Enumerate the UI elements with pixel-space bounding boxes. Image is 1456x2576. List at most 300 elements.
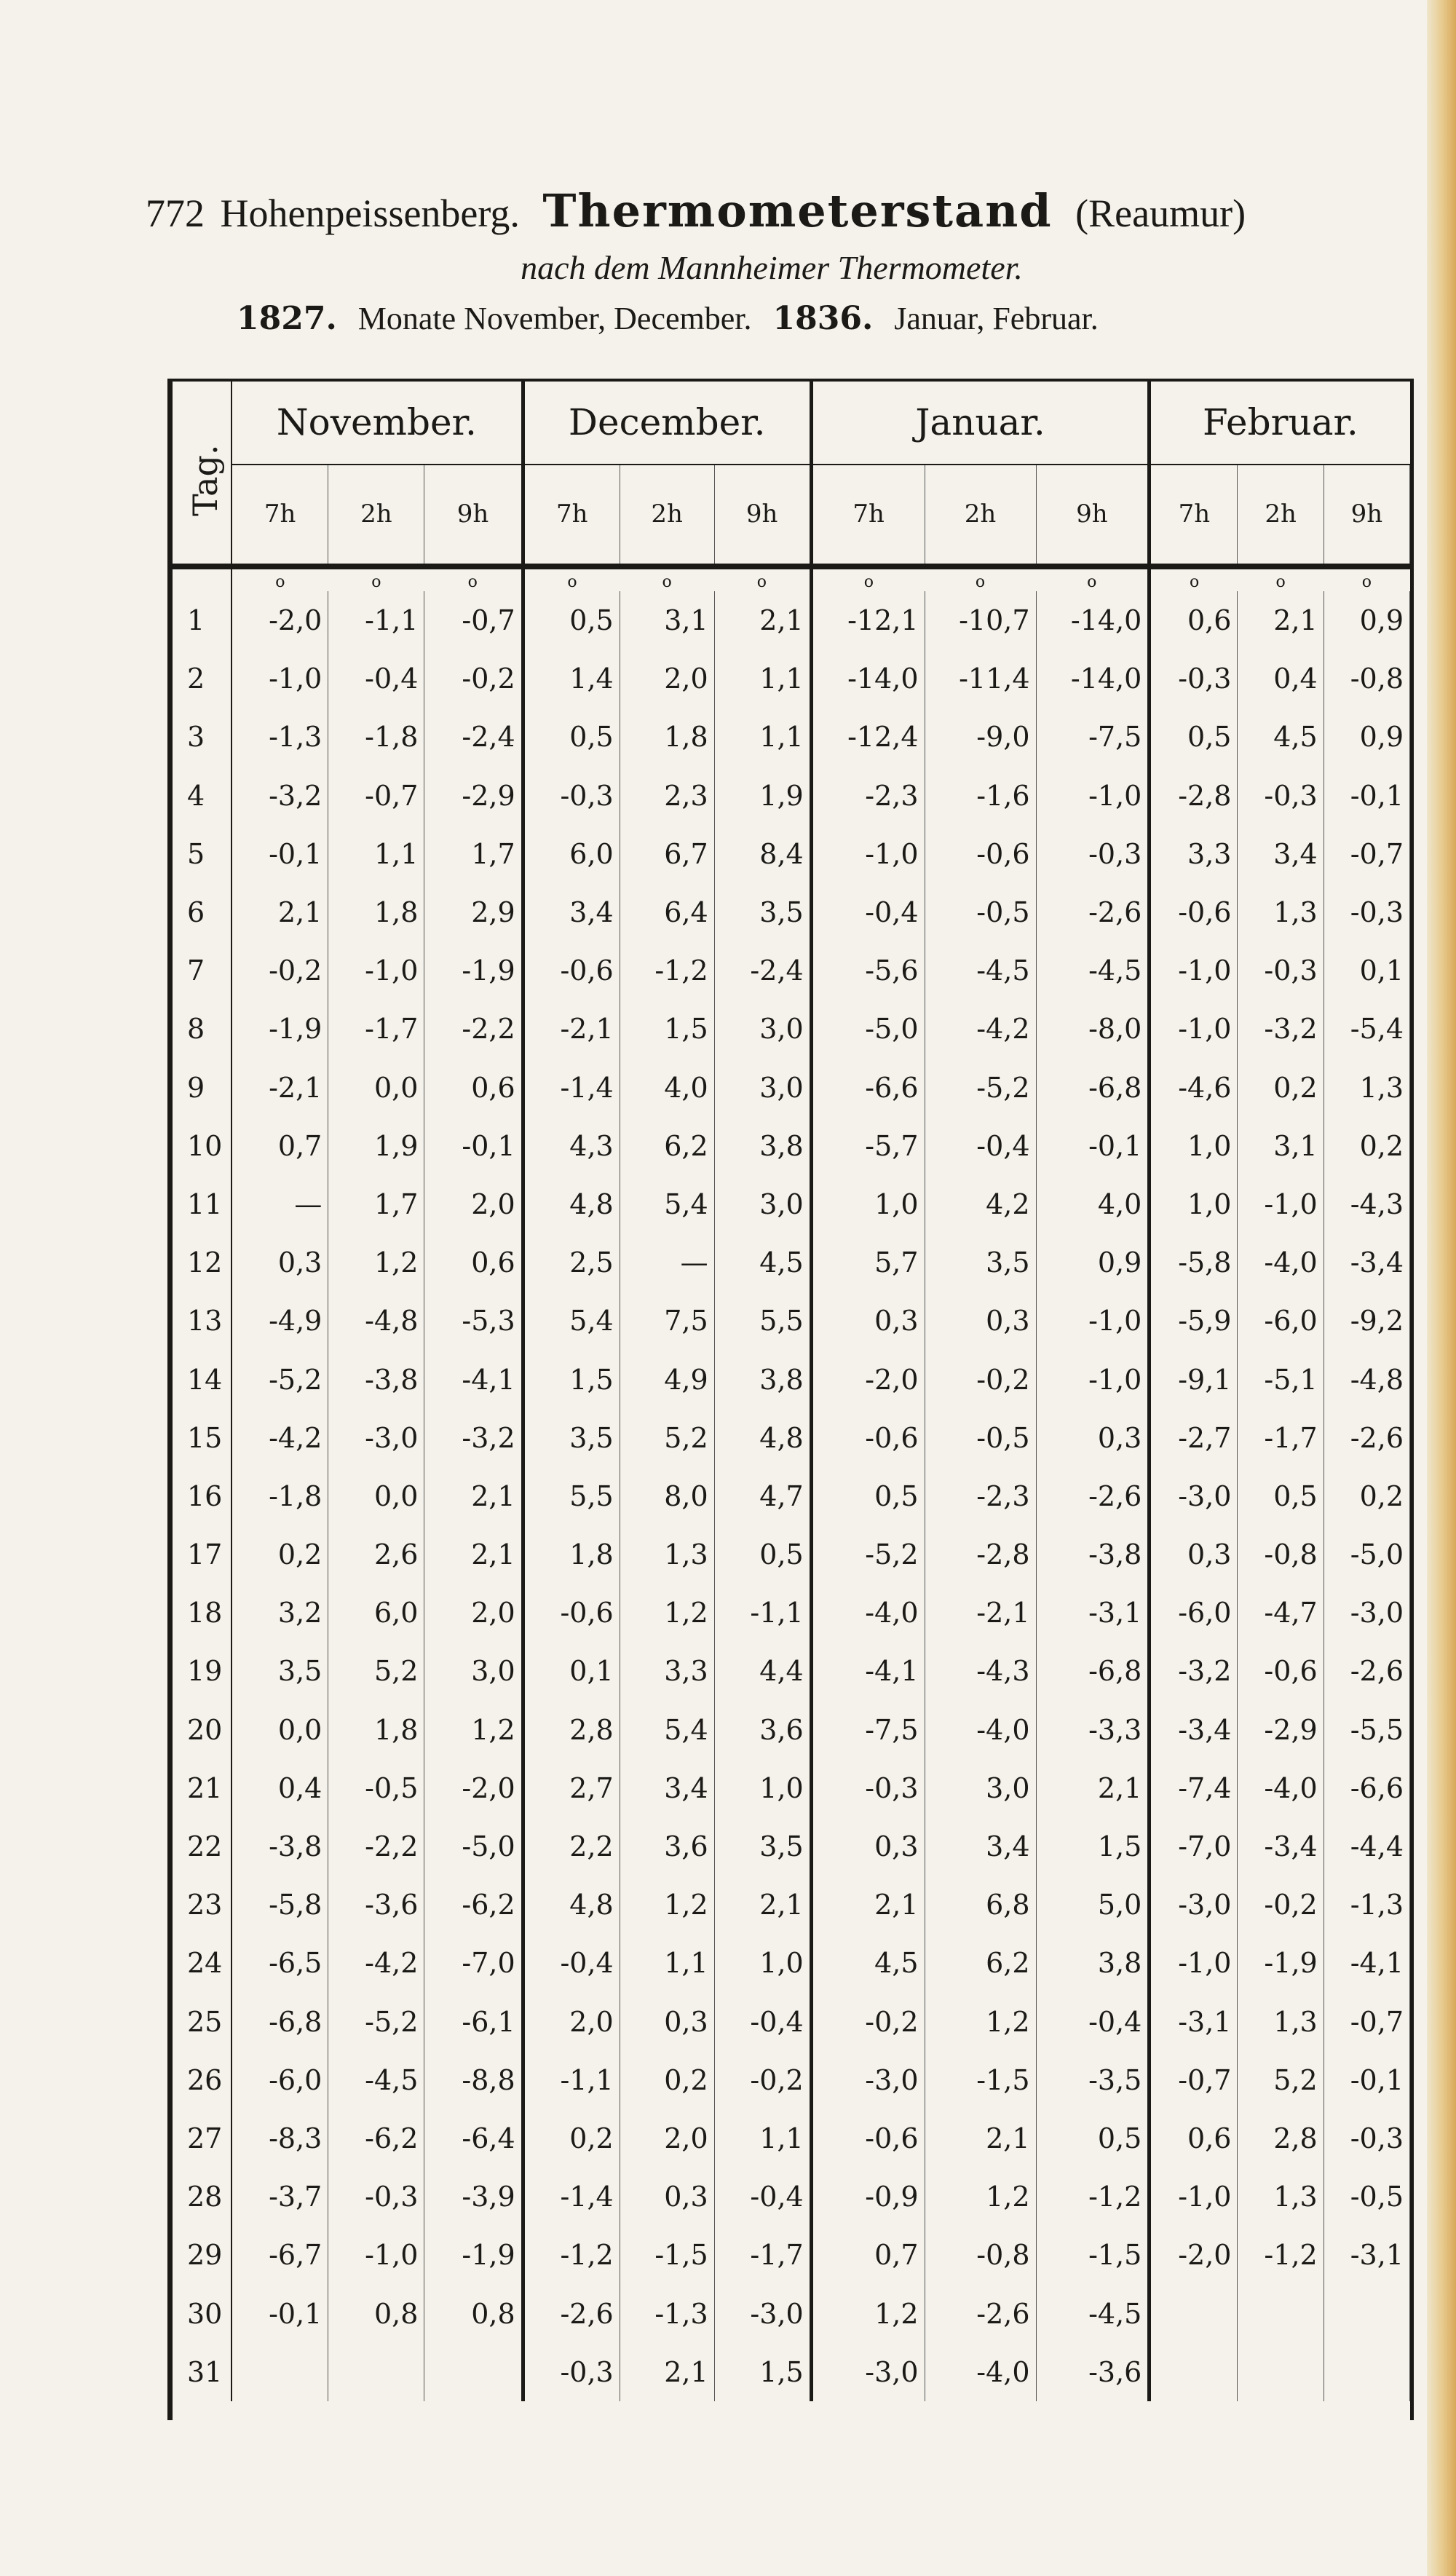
temperature-cell: — xyxy=(232,1175,328,1233)
temperature-cell: -4,0 xyxy=(1238,1759,1324,1817)
temperature-cell: -0,2 xyxy=(232,941,328,1000)
temperature-cell: -4,5 xyxy=(1036,941,1150,1000)
day-number-cell: 4 xyxy=(173,767,232,825)
temperature-cell xyxy=(1324,2343,1409,2401)
temperature-cell: 1,0 xyxy=(1150,1117,1238,1175)
temperature-cell: -5,8 xyxy=(232,1876,328,1934)
temperature-cell: 0,2 xyxy=(1324,1467,1409,1525)
page-number: 772 xyxy=(146,191,205,235)
temperature-cell: 0,0 xyxy=(328,1467,424,1525)
temperature-cell: -1,6 xyxy=(925,767,1036,825)
temperature-cell: -1,4 xyxy=(523,2168,620,2226)
temperature-cell: -3,1 xyxy=(1036,1584,1150,1642)
temperature-cell: -3,1 xyxy=(1324,2226,1409,2284)
temperature-cell: -0,9 xyxy=(811,2168,925,2226)
degree-mark: o xyxy=(1036,566,1150,591)
day-number-cell: 18 xyxy=(173,1584,232,1642)
temperature-cell: -2,4 xyxy=(424,708,523,766)
temperature-cell: -4,7 xyxy=(1238,1584,1324,1642)
temperature-cell: 0,3 xyxy=(811,1292,925,1350)
temperature-cell: -1,4 xyxy=(523,1059,620,1117)
temperature-cell: -6,7 xyxy=(232,2226,328,2284)
temperature-cell: -4,2 xyxy=(925,1000,1036,1058)
temperature-cell: -2,9 xyxy=(424,767,523,825)
table-row xyxy=(173,1876,1410,1934)
temperature-cell: 4,5 xyxy=(1238,708,1324,766)
degree-mark: o xyxy=(371,573,381,591)
temperature-cell: -0,7 xyxy=(328,767,424,825)
temperature-cell: 3,8 xyxy=(714,1350,811,1408)
temperature-cell: 3,4 xyxy=(925,1817,1036,1876)
temperature-cell: -1,0 xyxy=(811,825,925,883)
temperature-cell: 3,3 xyxy=(620,1642,714,1700)
temperature-cell: 4,0 xyxy=(1036,1175,1150,1233)
temperature-cell: -4,9 xyxy=(232,1292,328,1350)
temperature-cell: -6,1 xyxy=(424,1993,523,2051)
temperature-cell: -3,6 xyxy=(328,1876,424,1934)
temperature-cell: -4,0 xyxy=(925,2343,1036,2401)
degree-mark: o xyxy=(1190,573,1200,591)
temperature-cell: -6,5 xyxy=(232,1934,328,1992)
temperature-cell xyxy=(1150,2343,1238,2401)
temperature-cell: 1,1 xyxy=(714,2109,811,2168)
temperature-cell: -3,7 xyxy=(232,2168,328,2226)
temperature-cell: -4,0 xyxy=(1238,1233,1324,1292)
table-row xyxy=(173,1467,1410,1525)
table-row xyxy=(173,2226,1410,2284)
temperature-cell: 0,6 xyxy=(424,1233,523,1292)
temperature-cell: -4,2 xyxy=(328,1934,424,1992)
temperature-cell: -2,6 xyxy=(1324,1642,1409,1700)
temperature-cell: 0,6 xyxy=(1150,2109,1238,2168)
temperature-cell: -4,3 xyxy=(925,1642,1036,1700)
temperature-cell: 2,7 xyxy=(523,1759,620,1817)
temperature-cell: 3,0 xyxy=(714,1059,811,1117)
temperature-cell: -3,0 xyxy=(1150,1876,1238,1934)
temperature-cell: -0,4 xyxy=(523,1934,620,1992)
temperature-cell: -3,0 xyxy=(1324,1584,1409,1642)
temperature-cell: 4,8 xyxy=(714,1409,811,1467)
temperature-cell: -2,0 xyxy=(1150,2226,1238,2284)
temperature-cell: 1,1 xyxy=(620,1934,714,1992)
hour-header-row xyxy=(173,465,1410,566)
temperature-cell: 3,4 xyxy=(620,1759,714,1817)
temperature-cell: -1,1 xyxy=(714,1584,811,1642)
hour-header: 7h xyxy=(1150,465,1238,566)
temperature-cell: -1,0 xyxy=(1150,1000,1238,1058)
temperature-cell xyxy=(1150,2284,1238,2342)
temperature-cell: -3,3 xyxy=(1036,1701,1150,1759)
temperature-cell: -1,0 xyxy=(1036,767,1150,825)
temperature-cell: -3,9 xyxy=(424,2168,523,2226)
temperature-cell: -3,8 xyxy=(328,1350,424,1408)
temperature-cell: -0,4 xyxy=(714,2168,811,2226)
temperature-cell: -1,1 xyxy=(523,2051,620,2109)
page-title: Thermometerstand xyxy=(542,184,1053,237)
temperature-cell: 0,2 xyxy=(620,2051,714,2109)
temperature-cell: 1,3 xyxy=(1324,1059,1409,1117)
temperature-cell: -0,6 xyxy=(1150,883,1238,941)
temperature-cell: -3,2 xyxy=(424,1409,523,1467)
temperature-cell: 1,2 xyxy=(925,1993,1036,2051)
temperature-cell: -1,0 xyxy=(1150,941,1238,1000)
temperature-cell: -5,2 xyxy=(811,1525,925,1584)
temperature-cell: -0,3 xyxy=(1238,941,1324,1000)
day-column-header xyxy=(173,382,232,566)
table-row xyxy=(173,1525,1410,1584)
temperature-cell: -0,3 xyxy=(523,2343,620,2401)
temperature-cell: 0,7 xyxy=(811,2226,925,2284)
temperature-cell: 6,4 xyxy=(620,883,714,941)
temperature-cell: 1,0 xyxy=(714,1934,811,1992)
temperature-cell: -4,3 xyxy=(1324,1175,1409,1233)
degree-mark: o xyxy=(1275,573,1286,591)
temperature-cell: -1,5 xyxy=(1036,2226,1150,2284)
temperature-cell: 1,0 xyxy=(714,1759,811,1817)
temperature-cell: -8,8 xyxy=(424,2051,523,2109)
temperature-cell: 3,8 xyxy=(1036,1934,1150,1992)
degree-row xyxy=(173,566,1410,591)
temperature-cell: 1,9 xyxy=(714,767,811,825)
day-number-cell: 3 xyxy=(173,708,232,766)
temperature-cell: -5,3 xyxy=(424,1292,523,1350)
temperature-cell: 0,2 xyxy=(1324,1117,1409,1175)
temperature-cell: -12,1 xyxy=(811,591,925,649)
temperature-cell: 2,1 xyxy=(620,2343,714,2401)
temperature-cell: 3,5 xyxy=(523,1409,620,1467)
temperature-cell: 4,3 xyxy=(523,1117,620,1175)
table-row xyxy=(173,1000,1410,1058)
temperature-cell: 1,5 xyxy=(523,1350,620,1408)
temperature-cell: 0,5 xyxy=(1238,1467,1324,1525)
temperature-cell: 1,5 xyxy=(620,1000,714,1058)
degree-mark: o xyxy=(714,566,811,591)
day-number-cell: 10 xyxy=(173,1117,232,1175)
temperature-cell: 0,4 xyxy=(1238,649,1324,708)
temperature-cell: -2,0 xyxy=(424,1759,523,1817)
temperature-cell: -0,7 xyxy=(1150,2051,1238,2109)
temperature-cell: -1,9 xyxy=(424,2226,523,2284)
hour-header: 9h xyxy=(424,465,523,566)
temperature-cell: 3,4 xyxy=(523,883,620,941)
temperature-cell: -3,8 xyxy=(1036,1525,1150,1584)
day-number-cell: 21 xyxy=(173,1759,232,1817)
temperature-cell: 3,5 xyxy=(714,883,811,941)
temperature-cell: -2,3 xyxy=(925,1467,1036,1525)
day-number-cell: 31 xyxy=(173,2343,232,2401)
temperature-cell: -0,1 xyxy=(1324,2051,1409,2109)
temperature-cell: -10,7 xyxy=(925,591,1036,649)
temperature-cell: 0,1 xyxy=(523,1642,620,1700)
day-number-cell: 22 xyxy=(173,1817,232,1876)
table-row xyxy=(173,1409,1410,1467)
temperature-cell: -6,4 xyxy=(424,2109,523,2168)
temperature-cell: -4,5 xyxy=(925,941,1036,1000)
temperature-cell: -1,8 xyxy=(328,708,424,766)
hour-header: 9h xyxy=(714,465,811,566)
temperature-cell: 4,5 xyxy=(811,1934,925,1992)
degree-mark: o xyxy=(662,573,672,591)
temperature-cell: -0,5 xyxy=(1324,2168,1409,2226)
temperature-cell: -4,8 xyxy=(1324,1350,1409,1408)
temperature-cell: 1,8 xyxy=(620,708,714,766)
temperature-cell: -3,0 xyxy=(714,2284,811,2342)
temperature-cell: -0,6 xyxy=(925,825,1036,883)
temperature-cell: 4,4 xyxy=(714,1642,811,1700)
temperature-cell: -6,2 xyxy=(328,2109,424,2168)
temperature-cell: 6,0 xyxy=(523,825,620,883)
hour-header: 9h xyxy=(1324,465,1409,566)
temperature-cell: 1,7 xyxy=(424,825,523,883)
temperature-cell: -6,6 xyxy=(1324,1759,1409,1817)
day-number-cell: 8 xyxy=(173,1000,232,1058)
temperature-cell: -0,1 xyxy=(1036,1117,1150,1175)
temperature-cell: 2,2 xyxy=(523,1817,620,1876)
temperature-cell: 2,8 xyxy=(1238,2109,1324,2168)
temperature-cell: 0,9 xyxy=(1036,1233,1150,1292)
temperature-cell: 6,7 xyxy=(620,825,714,883)
temperature-cell: 3,5 xyxy=(232,1642,328,1700)
temperature-cell xyxy=(1324,2284,1409,2342)
temperature-cell: 3,4 xyxy=(1238,825,1324,883)
temperature-cell: -2,9 xyxy=(1238,1701,1324,1759)
temperature-cell: 0,5 xyxy=(1150,708,1238,766)
temperature-cell xyxy=(1238,2343,1324,2401)
temperature-cell: 2,1 xyxy=(1036,1759,1150,1817)
table-row xyxy=(173,2284,1410,2342)
temperature-cell: -2,2 xyxy=(328,1817,424,1876)
table-row xyxy=(173,1642,1410,1700)
degree-mark: o xyxy=(424,566,523,591)
day-number-cell: 19 xyxy=(173,1642,232,1700)
temperature-cell: 2,8 xyxy=(523,1701,620,1759)
degree-mark: o xyxy=(975,573,986,591)
temperature-cell: 1,8 xyxy=(523,1525,620,1584)
hour-header: 7h xyxy=(811,465,925,566)
temperature-cell: 2,9 xyxy=(424,883,523,941)
month-header-november: November. xyxy=(232,382,523,465)
temperature-cell: -1,3 xyxy=(620,2284,714,2342)
temperature-cell: -2,6 xyxy=(1036,1467,1150,1525)
day-number-cell: 7 xyxy=(173,941,232,1000)
temperature-cell: -14,0 xyxy=(1036,591,1150,649)
temperature-cell: -2,2 xyxy=(424,1000,523,1058)
temperature-cell: 2,1 xyxy=(1238,591,1324,649)
temperature-cell: -0,7 xyxy=(424,591,523,649)
temperature-cell: -0,3 xyxy=(811,1759,925,1817)
temperature-cell: 3,0 xyxy=(424,1642,523,1700)
table-row xyxy=(173,708,1410,766)
temperature-cell: -4,1 xyxy=(1324,1934,1409,1992)
temperature-cell: -0,4 xyxy=(811,883,925,941)
temperature-cell: -5,4 xyxy=(1324,1000,1409,1058)
temperature-cell: -1,3 xyxy=(1324,1876,1409,1934)
table-row xyxy=(173,767,1410,825)
temperature-cell: 8,0 xyxy=(620,1467,714,1525)
temperature-cell: -3,0 xyxy=(1150,1467,1238,1525)
day-number-cell: 5 xyxy=(173,825,232,883)
temperature-cell: 3,2 xyxy=(232,1584,328,1642)
temperature-cell: -4,6 xyxy=(1150,1059,1238,1117)
temperature-cell: 3,6 xyxy=(714,1701,811,1759)
temperature-cell: -1,0 xyxy=(1238,1175,1324,1233)
temperature-cell: 4,9 xyxy=(620,1350,714,1408)
temperature-cell: 0,3 xyxy=(620,2168,714,2226)
temperature-cell: 5,0 xyxy=(1036,1876,1150,1934)
temperature-cell: -1,7 xyxy=(714,2226,811,2284)
table-row xyxy=(173,1117,1410,1175)
temperature-cell: 1,5 xyxy=(1036,1817,1150,1876)
temperature-cell: -5,0 xyxy=(811,1000,925,1058)
table-row xyxy=(173,1759,1410,1817)
temperature-cell: -2,1 xyxy=(925,1584,1036,1642)
day-number-cell: 23 xyxy=(173,1876,232,1934)
temperature-cell: -3,2 xyxy=(1150,1642,1238,1700)
temperature-cell: 1,2 xyxy=(811,2284,925,2342)
temperature-cell: -0,5 xyxy=(925,1409,1036,1467)
temperature-cell: 1,3 xyxy=(1238,2168,1324,2226)
day-number-cell: 1 xyxy=(173,591,232,649)
temperature-cell: 0,9 xyxy=(1324,708,1409,766)
temperature-cell: -0,3 xyxy=(1238,767,1324,825)
temperature-cell: -6,8 xyxy=(1036,1059,1150,1117)
hour-header: 2h xyxy=(620,465,714,566)
temperature-cell: -5,1 xyxy=(1238,1350,1324,1408)
degree-mark: o xyxy=(1361,573,1372,591)
temperature-cell: 5,2 xyxy=(620,1409,714,1467)
temperature-cell: -0,2 xyxy=(714,2051,811,2109)
temperature-cell: -8,3 xyxy=(232,2109,328,2168)
temperature-cell xyxy=(328,2343,424,2401)
temperature-cell: -1,9 xyxy=(232,1000,328,1058)
temperature-cell: 5,4 xyxy=(620,1175,714,1233)
temperature-cell: -3,0 xyxy=(811,2051,925,2109)
months-line xyxy=(237,293,1383,344)
thermometer-table xyxy=(173,382,1410,2401)
temperature-cell: -5,0 xyxy=(424,1817,523,1876)
degree-mark: o xyxy=(863,573,874,591)
temperature-cell: -0,1 xyxy=(1324,767,1409,825)
temperature-cell: 1,1 xyxy=(328,825,424,883)
temperature-cell: — xyxy=(620,1233,714,1292)
temperature-cell: -5,2 xyxy=(232,1350,328,1408)
temperature-cell: -1,0 xyxy=(328,2226,424,2284)
temperature-cell: -5,8 xyxy=(1150,1233,1238,1292)
temperature-cell: -9,2 xyxy=(1324,1292,1409,1350)
temperature-cell: 2,1 xyxy=(925,2109,1036,2168)
temperature-cell: -11,4 xyxy=(925,649,1036,708)
table-row xyxy=(173,1584,1410,1642)
temperature-cell: -5,2 xyxy=(328,1993,424,2051)
table-row xyxy=(173,825,1410,883)
temperature-cell: -4,0 xyxy=(811,1584,925,1642)
temperature-cell: -1,2 xyxy=(1238,2226,1324,2284)
temperature-cell: -3,0 xyxy=(811,2343,925,2401)
temperature-cell: -14,0 xyxy=(1036,649,1150,708)
temperature-cell: 6,2 xyxy=(620,1117,714,1175)
temperature-cell: 2,1 xyxy=(424,1525,523,1584)
temperature-cell: 1,3 xyxy=(1238,883,1324,941)
temperature-cell: 0,6 xyxy=(424,1059,523,1117)
temperature-cell: -3,4 xyxy=(1238,1817,1324,1876)
temperature-cell: 4,7 xyxy=(714,1467,811,1525)
temperature-cell: 0,1 xyxy=(1324,941,1409,1000)
temperature-cell: -14,0 xyxy=(811,649,925,708)
temperature-cell: 0,5 xyxy=(523,708,620,766)
temperature-cell xyxy=(1238,2284,1324,2342)
temperature-cell: 0,7 xyxy=(232,1117,328,1175)
temperature-cell: 0,3 xyxy=(811,1817,925,1876)
thermometer-table-frame xyxy=(167,379,1414,2420)
temperature-cell: -2,1 xyxy=(232,1059,328,1117)
temperature-cell: 6,2 xyxy=(925,1934,1036,1992)
temperature-cell xyxy=(232,2343,328,2401)
temperature-cell: -1,8 xyxy=(232,1467,328,1525)
temperature-cell: -2,1 xyxy=(523,1000,620,1058)
temperature-cell: 0,8 xyxy=(424,2284,523,2342)
temperature-cell: -12,4 xyxy=(811,708,925,766)
temperature-cell: -1,5 xyxy=(620,2226,714,2284)
temperature-cell: 2,0 xyxy=(424,1175,523,1233)
temperature-cell: 1,8 xyxy=(328,883,424,941)
day-number-cell: 17 xyxy=(173,1525,232,1584)
temperature-cell: -2,0 xyxy=(232,591,328,649)
degree-mark: o xyxy=(275,573,285,591)
temperature-cell: 2,5 xyxy=(523,1233,620,1292)
temperature-cell: -4,5 xyxy=(1036,2284,1150,2342)
temperature-cell: -5,6 xyxy=(811,941,925,1000)
day-number-cell: 9 xyxy=(173,1059,232,1117)
temperature-cell: 0,5 xyxy=(714,1525,811,1584)
month-header-december: December. xyxy=(523,382,811,465)
temperature-cell: -1,0 xyxy=(328,941,424,1000)
temperature-cell: -1,2 xyxy=(620,941,714,1000)
temperature-cell: 2,0 xyxy=(523,1993,620,2051)
temperature-cell: -1,9 xyxy=(424,941,523,1000)
temperature-cell: -0,6 xyxy=(811,2109,925,2168)
temperature-cell: 0,3 xyxy=(1150,1525,1238,1584)
temperature-cell: -4,8 xyxy=(328,1292,424,1350)
temperature-cell: -1,0 xyxy=(1036,1292,1150,1350)
hour-header: 7h xyxy=(523,465,620,566)
day-number-cell: 28 xyxy=(173,2168,232,2226)
year-2: 1836. xyxy=(772,300,874,337)
day-number-cell: 6 xyxy=(173,883,232,941)
temperature-cell: 3,8 xyxy=(714,1117,811,1175)
table-row xyxy=(173,1059,1410,1117)
temperature-cell: -0,8 xyxy=(925,2226,1036,2284)
temperature-cell: -0,2 xyxy=(424,649,523,708)
temperature-cell: -0,3 xyxy=(1324,883,1409,941)
temperature-cell: -4,5 xyxy=(328,2051,424,2109)
temperature-cell: 1,2 xyxy=(328,1233,424,1292)
table-row xyxy=(173,2343,1410,2401)
temperature-cell: 1,8 xyxy=(328,1701,424,1759)
day-number-cell: 30 xyxy=(173,2284,232,2342)
temperature-cell: -0,7 xyxy=(1324,1993,1409,2051)
table-row xyxy=(173,1934,1410,1992)
temperature-cell: 1,2 xyxy=(620,1584,714,1642)
temperature-cell: -0,8 xyxy=(1238,1525,1324,1584)
temperature-cell: 5,4 xyxy=(523,1292,620,1350)
temperature-cell: 1,0 xyxy=(1150,1175,1238,1233)
day-number-cell: 24 xyxy=(173,1934,232,1992)
temperature-cell: -3,2 xyxy=(1238,1000,1324,1058)
temperature-cell: 0,0 xyxy=(232,1701,328,1759)
temperature-cell: -1,9 xyxy=(1238,1934,1324,1992)
temperature-cell: -0,5 xyxy=(925,883,1036,941)
temperature-cell: -0,1 xyxy=(232,2284,328,2342)
